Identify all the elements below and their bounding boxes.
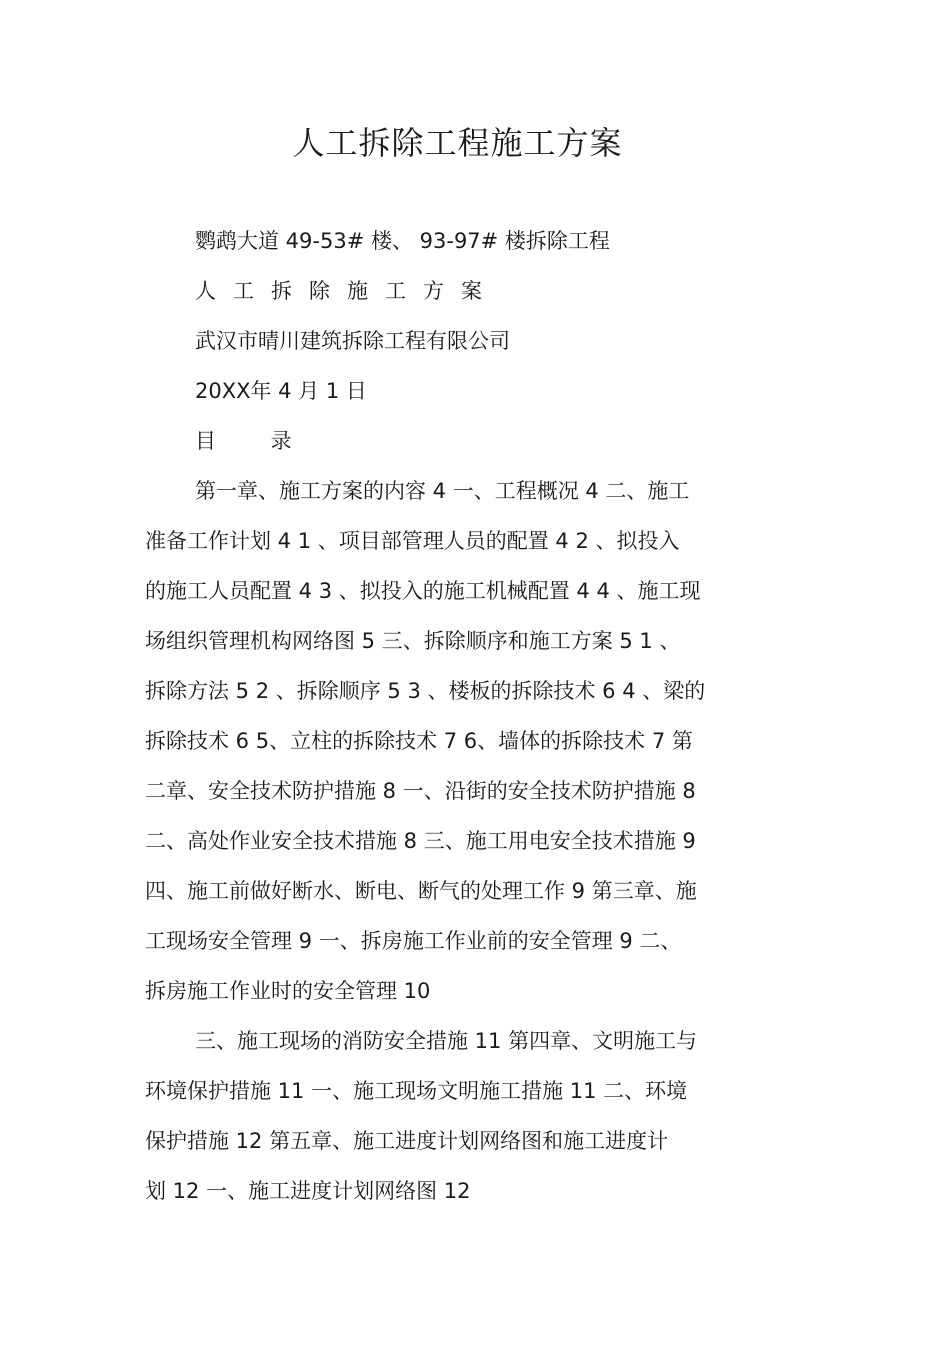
- toc-line: 场组织管理机构网络图 5 三、拆除顺序和施工方案 5 1 、: [145, 629, 681, 653]
- company-name-line: 武汉市晴川建筑拆除工程有限公司: [195, 329, 510, 353]
- toc-line: 四、施工前做好断水、断电、断气的处理工作 9 第三章、施: [145, 879, 697, 903]
- plan-name-line: 人工拆除施工方案: [195, 279, 499, 303]
- toc-line: 拆房施工作业时的安全管理 10: [145, 979, 431, 1003]
- toc-line: 准备工作计划 4 1 、项目部管理人员的配置 4 2 、拟投入: [145, 529, 680, 553]
- toc-line: 二章、安全技术防护措施 8 一、沿街的安全技术防护措施 8: [145, 779, 696, 803]
- toc-line: 保护措施 12 第五章、施工进度计划网络图和施工进度计: [145, 1129, 669, 1153]
- toc-line: 二、高处作业安全技术措施 8 三、施工用电安全技术措施 9: [145, 829, 696, 853]
- toc-heading: 目 录: [195, 429, 316, 453]
- toc-line: 三、施工现场的消防安全措施 11 第四章、文明施工与: [195, 1029, 698, 1053]
- toc-line: 工现场安全管理 9 一、拆房施工作业前的安全管理 9 二、: [145, 929, 682, 953]
- toc-line: 拆除方法 5 2 、拆除顺序 5 3 、楼板的拆除技术 6 4 、梁的: [145, 679, 706, 703]
- toc-line: 划 12 一、施工进度计划网络图 12: [145, 1179, 471, 1203]
- toc-line: 的施工人员配置 4 3 、拟投入的施工机械配置 4 4 、施工现: [145, 579, 701, 603]
- toc-line: 拆除技术 6 5、立柱的拆除技术 7 6、墙体的拆除技术 7 第: [145, 729, 693, 753]
- document-title: 人工拆除工程施工方案: [292, 124, 623, 162]
- toc-line: 第一章、施工方案的内容 4 一、工程概况 4 二、施工: [195, 479, 690, 503]
- date-line: 20XX年 4 月 1 日: [195, 379, 367, 403]
- toc-line: 环境保护措施 11 一、施工现场文明施工措施 11 二、环境: [145, 1079, 688, 1103]
- project-name-line: 鹦鹉大道 49-53# 楼、 93-97# 楼拆除工程: [195, 229, 610, 253]
